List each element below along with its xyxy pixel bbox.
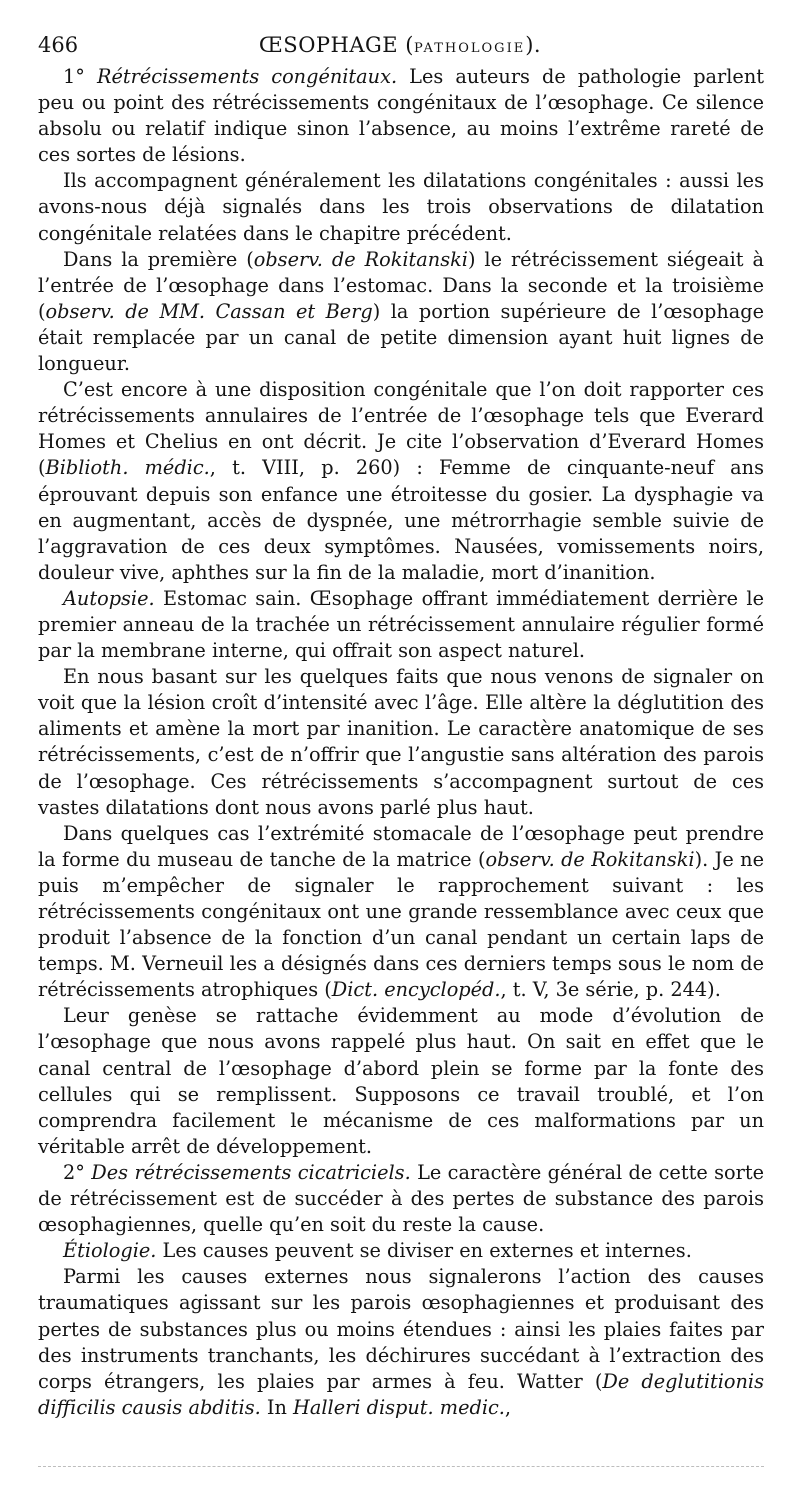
text-run: Les auteurs de pathologie parlent peu ou point des rétrécissements congénitaux de l’œsophage. Ce silence absolu ou relatif indique sinon l’absence, au moins l’extrême rareté de ces sortes de lésions. — [38, 65, 765, 167]
text-run: Dans quelques cas l’extrémité stomacale de l’œsophage peut prendre la forme du museau de tanche de la matrice ( — [38, 821, 764, 871]
italic-run: Halleri disput. medic. — [293, 1395, 505, 1419]
running-head-paren-open: ( — [398, 33, 414, 57]
italic-run: observ. de MM. Cassan et Berg — [45, 299, 373, 323]
paragraph — [38, 247, 764, 377]
paragraph — [38, 377, 764, 586]
body-text — [38, 64, 764, 1421]
paragraph — [38, 1160, 764, 1238]
paragraph — [38, 1264, 764, 1421]
paragraph — [38, 64, 764, 168]
paragraph — [38, 586, 764, 664]
text-run: , — [504, 1395, 512, 1419]
running-head-title: ŒSOPHAGE — [258, 33, 399, 57]
paragraph — [38, 168, 764, 246]
text-run: Estomac sain. Œsophage offrant immédiatement derrière le premier anneau de la trachée un rétrécissement annulaire régulier formé par la membrane interne, qui offrait son aspect naturel. — [38, 586, 764, 663]
paragraph — [38, 821, 764, 1004]
text-run: , t. VIII, p. 260) : Femme de cinquante-neuf ans éprouvant depuis son enfance une étroitesse du gosier. La dysphagie va en augmentant, accès de dyspnée, une métrorrhagie semble suivie de l’aggravation de ces deux symptômes. Nausées, vomissements noirs, douleur vive, aphthes sur la fin de la maladie, mort d’inanition. — [38, 456, 764, 584]
italic-run: De deglutitionis difficilis causis abditis. — [38, 1369, 764, 1419]
italic-run: Dict. encyclopéd. — [331, 978, 501, 1002]
page-number: 466 — [38, 33, 79, 57]
paragraph — [38, 1003, 764, 1160]
italic-run: Autopsie. — [63, 586, 155, 610]
text-run: Leur genèse se rattache évidemment au mode d’évolution de l’œsophage que nous avons rappelé plus haut. On sait en effet que le canal central de l’œsophage d’abord plein se forme par la fonte des cellules qui se remplissent. Supposons ce travail troublé, et l’on comprendra facilement le mécanisme de ces malformations par un véritable arrêt de développement. — [38, 1004, 764, 1158]
paragraph — [38, 664, 764, 821]
italic-run: Des rétrécissements cicatriciels. — [91, 1160, 411, 1184]
text-run: Les causes peuvent se diviser en externes et internes. — [156, 1239, 692, 1263]
text-run: 1° — [63, 65, 97, 88]
text-run: Dans la première ( — [63, 247, 254, 271]
text-run: 2° — [63, 1160, 92, 1184]
paragraph — [38, 1238, 764, 1264]
text-run: , t. V, 3e série, p. 244). — [500, 978, 721, 1002]
text-run: En nous basant sur les quelques faits que nous venons de signaler on voit que la lésion croît d’intensité avec l’âge. Elle altère la déglutition des aliments et amène la mort par inanition. Le caractère anatomique de ses rétrécissements, c’est de n’offrir que l’angustie sans altération des parois de l’œsophage. Ces rétrécissements s’accompagnent surtout de ces vastes dilatations dont nous avons parlé plus haut. — [38, 665, 764, 819]
text-run: C’est encore à une disposition congénitale que l’on doit rapporter ces rétrécissements annulaires de l’entrée de l’œsophage tels que Everard Homes et Chelius en ont décrit. Je cite l’observation d’Everard Homes ( — [38, 378, 764, 480]
text-run: Parmi les causes externes nous signalerons l’action des causes traumatiques agissant sur les parois œsophagiennes et produisant des pertes de substances plus ou moins étendues : ainsi les plaies faites par des instruments tranchants, les déchirures succédant à l’extraction des corps étrangers, les plaies par armes à feu. Watter ( — [38, 1265, 764, 1393]
text-run: ) le rétrécissement siégeait à l’entrée de l’œsophage dans l’estomac. Dans la seconde et la troisième ( — [38, 247, 764, 323]
italic-run: observ. de Rokitanski — [485, 847, 695, 871]
italic-run: Étiologie. — [63, 1239, 157, 1263]
text-run: Ils accompagnent généralement les dilatations congénitales : aussi les avons-nous déjà signalés dans les trois observations de dilatation congénitale relatées dans le chapitre précédent. — [38, 169, 764, 245]
footer-rule — [38, 1466, 764, 1467]
italic-run: Biblioth. médic. — [45, 456, 210, 480]
text-run: ). Je ne puis m’empêcher de signaler le rapprochement suivant : les rétrécissements congénitaux ont une grande ressemblance avec ceux que produit l’absence de la fonction d’un canal pendant un certain laps de temps. M. Verneuil les a désignés dans ces derniers temps sous le nom de rétrécissements atrophiques ( — [38, 847, 764, 1002]
running-head — [38, 30, 762, 64]
text-run: In — [260, 1395, 294, 1419]
italic-run: observ. de Rokitanski — [253, 247, 468, 271]
text-run: Le caractère général de cette sorte de rétrécissement est de succéder à des pertes de substance des parois œsophagiennes, quelle qu’en soit du reste la cause. — [38, 1160, 764, 1237]
text-run: ) la portion supérieure de l’œsophage était remplacée par un canal de petite dimension ayant huit lignes de longueur. — [38, 299, 764, 376]
page-header — [38, 30, 762, 60]
running-head-subtitle: PATHOLOGIE — [414, 41, 526, 56]
italic-run: Rétrécissements congénitaux. — [96, 65, 398, 88]
running-head-paren-close: ). — [525, 33, 542, 57]
